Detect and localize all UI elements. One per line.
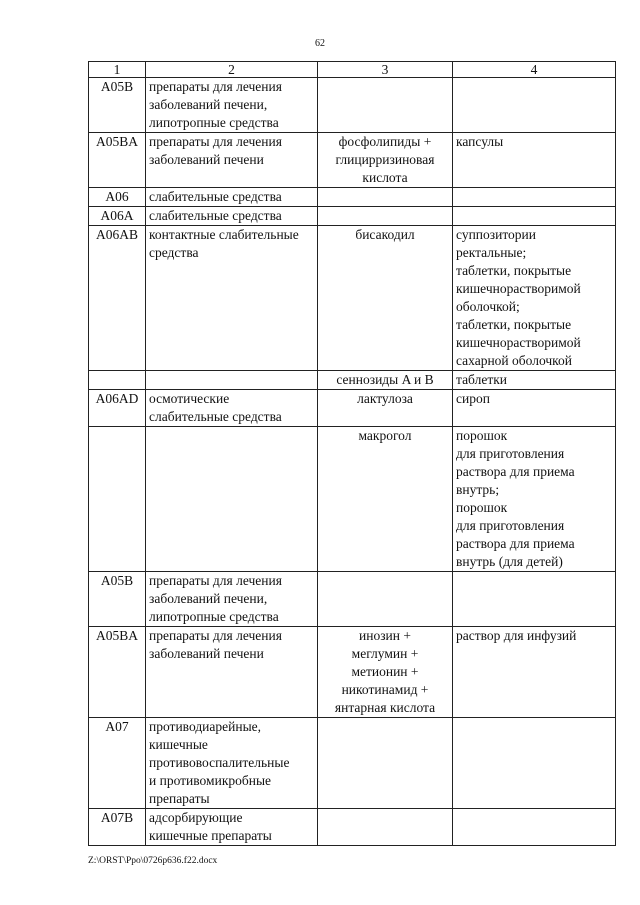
atc-code-cell — [89, 371, 146, 390]
atc-code-cell: A06 — [89, 188, 146, 207]
group-name-cell: препараты для лечения заболеваний печени — [146, 133, 318, 188]
substance-cell: сеннозиды A и B — [318, 371, 453, 390]
header-col-1: 1 — [89, 62, 146, 78]
group-name-cell: слабительные средства — [146, 188, 318, 207]
dosage-form-cell: таблетки — [453, 371, 616, 390]
atc-code-cell: A07 — [89, 718, 146, 809]
substance-cell: лактулоза — [318, 390, 453, 427]
atc-code-cell: A05B — [89, 572, 146, 627]
group-name-cell: препараты для лечения заболеваний печени, липотропные средства — [146, 78, 318, 133]
table-row — [89, 627, 616, 718]
dosage-form-cell — [453, 809, 616, 846]
table-header-row — [89, 62, 616, 78]
dosage-form-cell — [453, 207, 616, 226]
dosage-form-cell — [453, 718, 616, 809]
group-name-cell: противодиарейные, кишечные противовоспалительные и противомикробные препараты — [146, 718, 318, 809]
group-name-cell: адсорбирующие кишечные препараты — [146, 809, 318, 846]
atc-code-cell — [89, 427, 146, 572]
substance-cell — [318, 188, 453, 207]
table-row — [89, 809, 616, 846]
dosage-form-cell — [453, 78, 616, 133]
table-row — [89, 226, 616, 371]
atc-code-cell: A07B — [89, 809, 146, 846]
substance-cell: фосфолипиды + глицирризиновая кислота — [318, 133, 453, 188]
atc-code-cell: A06AB — [89, 226, 146, 371]
dosage-form-cell: раствор для инфузий — [453, 627, 616, 718]
group-name-cell — [146, 427, 318, 572]
substance-cell: макрогол — [318, 427, 453, 572]
substance-cell — [318, 207, 453, 226]
substance-cell — [318, 809, 453, 846]
group-name-cell: осмотические слабительные средства — [146, 390, 318, 427]
substance-cell — [318, 718, 453, 809]
group-name-cell: препараты для лечения заболеваний печени, липотропные средства — [146, 572, 318, 627]
dosage-form-cell: сироп — [453, 390, 616, 427]
table-row — [89, 718, 616, 809]
table-row — [89, 207, 616, 226]
page-number: 62 — [315, 38, 325, 49]
dosage-form-cell: капсулы — [453, 133, 616, 188]
table-row — [89, 390, 616, 427]
group-name-cell — [146, 371, 318, 390]
table-row — [89, 78, 616, 133]
atc-code-cell: A06A — [89, 207, 146, 226]
substance-cell — [318, 78, 453, 133]
header-col-2: 2 — [146, 62, 318, 78]
table-row — [89, 572, 616, 627]
group-name-cell: препараты для лечения заболеваний печени — [146, 627, 318, 718]
header-col-4: 4 — [453, 62, 616, 78]
atc-code-cell: A05BA — [89, 627, 146, 718]
atc-code-cell: A05B — [89, 78, 146, 133]
substance-cell: инозин + меглумин + метионин + никотинамид + янтарная кислота — [318, 627, 453, 718]
dosage-form-cell — [453, 188, 616, 207]
group-name-cell: контактные слабительные средства — [146, 226, 318, 371]
dosage-form-cell: порошок для приготовления раствора для приема внутрь; порошок для приготовления раствора для приема внутрь (для детей) — [453, 427, 616, 572]
table-row — [89, 427, 616, 572]
header-col-3: 3 — [318, 62, 453, 78]
drug-table — [88, 61, 616, 846]
group-name-cell: слабительные средства — [146, 207, 318, 226]
dosage-form-cell — [453, 572, 616, 627]
file-path-footer: Z:\ORST\Ppo\0726p636.f22.docx — [88, 856, 218, 866]
table-row — [89, 133, 616, 188]
dosage-form-cell: суппозитории ректальные; таблетки, покрытые кишечнорастворимой оболочкой; таблетки, покрытые кишечнорастворимой сахарной оболочкой — [453, 226, 616, 371]
atc-code-cell: A05BA — [89, 133, 146, 188]
atc-code-cell: A06AD — [89, 390, 146, 427]
table-row — [89, 371, 616, 390]
substance-cell — [318, 572, 453, 627]
table-row — [89, 188, 616, 207]
substance-cell: бисакодил — [318, 226, 453, 371]
